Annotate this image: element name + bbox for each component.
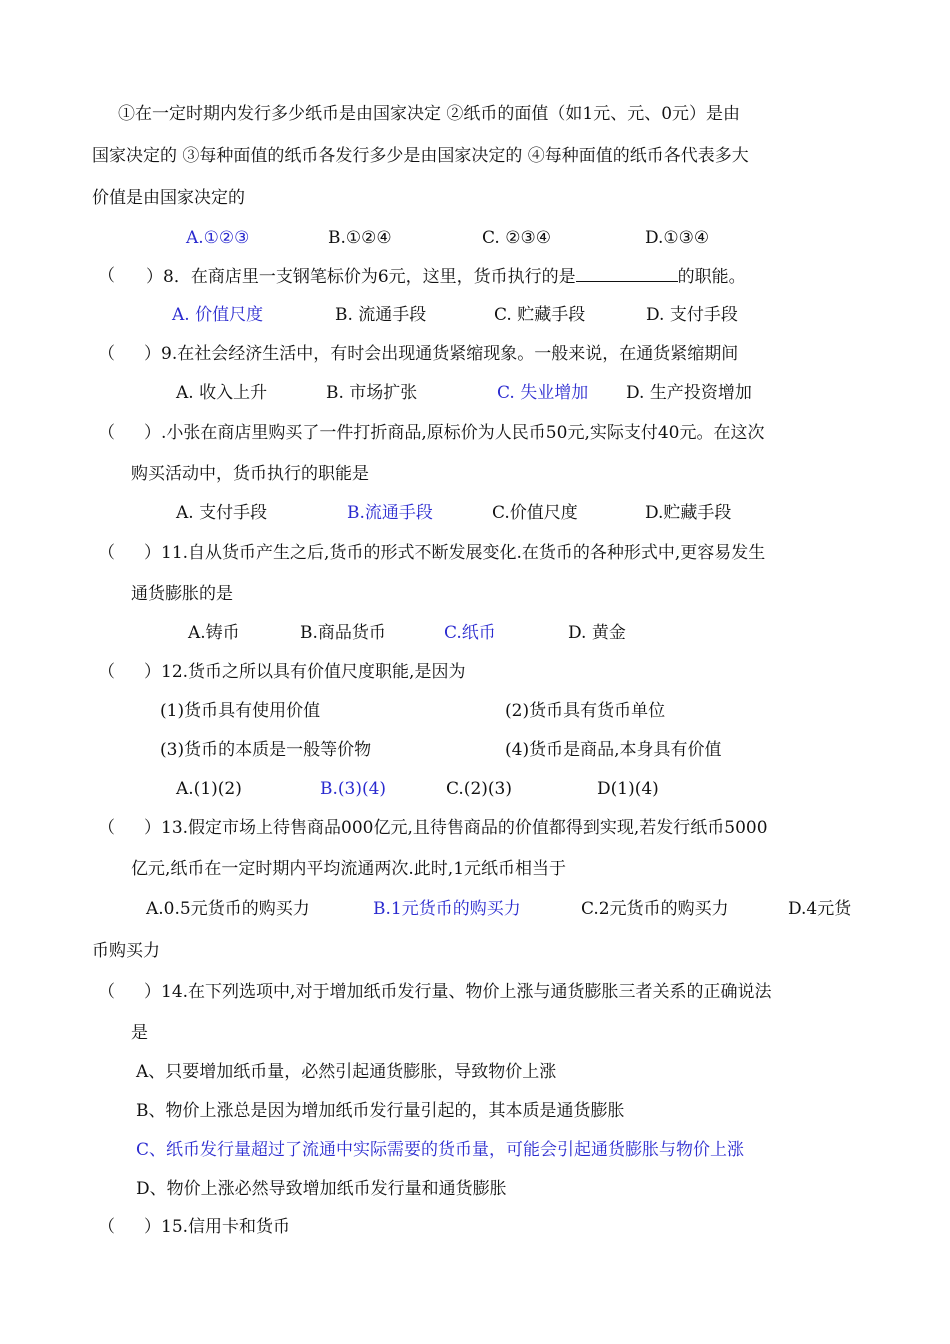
q14-line2: 是 bbox=[131, 1023, 148, 1043]
q14-option-d: D、物价上涨必然导致增加纸币发行量和通货膨胀 bbox=[136, 1179, 507, 1199]
q12-paren: （ bbox=[98, 662, 115, 682]
q8-paren: （ bbox=[98, 266, 115, 286]
q8-option-a: A. 价值尺度 bbox=[172, 305, 264, 325]
q9-option-c: C. 失业增加 bbox=[497, 383, 589, 403]
q15-stem: ）15.信用卡和货币 bbox=[144, 1217, 291, 1237]
q13-stem: ）13.假定市场上待售商品000亿元,且待售商品的价值都得到实现,若发行纸币5000 bbox=[144, 818, 768, 838]
q14-option-c: C、纸币发行量超过了流通中实际需要的货币量，可能会引起通货膨胀与物价上涨 bbox=[136, 1140, 745, 1160]
q7-line2: 国家决定的 ③每种面值的纸币各发行多少是由国家决定的 ④每种面值的纸币各代表多大 bbox=[92, 146, 749, 166]
q10-paren: （ bbox=[98, 423, 115, 443]
q12-option-d: D(1)(4) bbox=[597, 779, 659, 799]
q11-line2: 通货膨胀的是 bbox=[131, 584, 233, 604]
q7-option-c: C. ②③④ bbox=[482, 228, 551, 248]
q8-blank bbox=[576, 265, 678, 282]
q10-stem: ）.小张在商店里购买了一件打折商品,原标价为人民币50元,实际支付40元。在这次 bbox=[144, 423, 765, 443]
q10-option-c: C.价值尺度 bbox=[492, 503, 578, 523]
q12-option-a: A.(1)(2) bbox=[176, 779, 242, 799]
q9-paren: （ bbox=[98, 344, 115, 364]
q7-option-b: B.①②④ bbox=[328, 228, 392, 248]
q11-option-b: B.商品货币 bbox=[300, 623, 386, 643]
q7-line3: 价值是由国家决定的 bbox=[92, 188, 245, 208]
q12-statement-1: (1)货币具有使用价值 bbox=[160, 701, 321, 721]
q12-statement-3: (3)货币的本质是一般等价物 bbox=[160, 740, 372, 760]
q9-option-a: A. 收入上升 bbox=[176, 383, 268, 403]
q7-line1: ①在一定时期内发行多少纸币是由国家决定 ②纸币的面值（如1元、元、0元）是由 bbox=[118, 104, 741, 124]
q11-option-a: A.铸币 bbox=[188, 623, 240, 643]
q8-option-c: C. 贮藏手段 bbox=[494, 305, 586, 325]
q8-stem-text: ）8．在商店里一支钢笔标价为6元，这里，货币执行的是 bbox=[146, 267, 576, 287]
q10-option-a: A. 支付手段 bbox=[176, 503, 268, 523]
q10-option-b: B.流通手段 bbox=[347, 503, 433, 523]
q12-option-c: C.(2)(3) bbox=[446, 779, 512, 799]
q8-option-d: D. 支付手段 bbox=[646, 305, 738, 325]
q13-option-d: D.4元货 bbox=[788, 899, 852, 919]
q7-option-d: D.①③④ bbox=[645, 228, 710, 248]
q15-paren: （ bbox=[98, 1217, 115, 1237]
q11-option-d: D. 黄金 bbox=[568, 623, 626, 643]
q8-option-b: B. 流通手段 bbox=[335, 305, 427, 325]
q8-stem bbox=[146, 265, 746, 288]
q13-line4: 币购买力 bbox=[92, 941, 160, 961]
q13-option-b: B.1元货币的购买力 bbox=[373, 899, 521, 919]
q8-stem-tail: 的职能。 bbox=[677, 267, 746, 287]
q9-option-b: B. 市场扩张 bbox=[326, 383, 418, 403]
q12-stem: ）12.货币之所以具有价值尺度职能,是因为 bbox=[144, 662, 466, 682]
q11-stem: ）11.自从货币产生之后,货币的形式不断发展变化.在货币的各种形式中,更容易发生 bbox=[144, 543, 766, 563]
q12-statement-4: (4)货币是商品,本身具有价值 bbox=[505, 740, 722, 760]
q10-option-d: D.贮藏手段 bbox=[645, 503, 732, 523]
q10-line2: 购买活动中，货币执行的职能是 bbox=[131, 464, 369, 484]
q9-option-d: D. 生产投资增加 bbox=[626, 383, 752, 403]
q11-option-c: C.纸币 bbox=[444, 623, 496, 643]
q14-option-a: A、只要增加纸币量，必然引起通货膨胀，导致物价上涨 bbox=[136, 1062, 557, 1082]
q12-statement-2: (2)货币具有货币单位 bbox=[505, 701, 666, 721]
q9-stem: ）9.在社会经济生活中，有时会出现通货紧缩现象。一般来说，在通货紧缩期间 bbox=[144, 344, 739, 364]
q14-paren: （ bbox=[98, 982, 115, 1002]
q11-paren: （ bbox=[98, 543, 115, 563]
q14-option-b: B、物价上涨总是因为增加纸币发行量引起的，其本质是通货膨胀 bbox=[136, 1101, 625, 1121]
q13-paren: （ bbox=[98, 818, 115, 838]
q13-line2: 亿元,纸币在一定时期内平均流通两次.此时,1元纸币相当于 bbox=[131, 859, 567, 879]
q13-option-c: C.2元货币的购买力 bbox=[581, 899, 729, 919]
q13-option-a: A.0.5元货币的购买力 bbox=[146, 899, 310, 919]
q12-option-b: B.(3)(4) bbox=[320, 779, 387, 799]
q7-option-a: A.①②③ bbox=[186, 228, 250, 248]
q14-stem: ）14.在下列选项中,对于增加纸币发行量、物价上涨与通货膨胀三者关系的正确说法 bbox=[144, 982, 772, 1002]
